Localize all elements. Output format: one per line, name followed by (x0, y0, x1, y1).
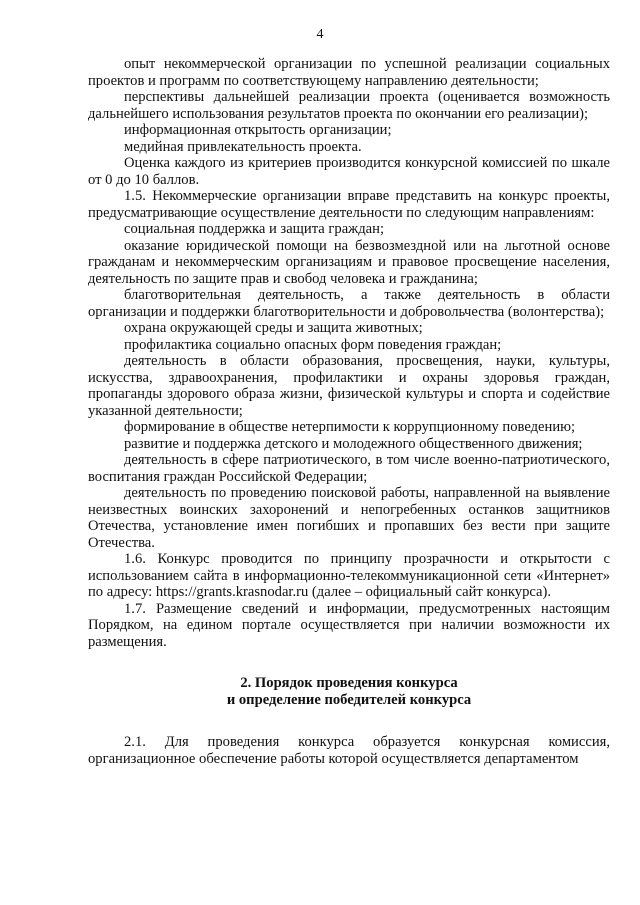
list-item-patriotic: деятельность в сфере патриотического, в том числе военно-патриотического, воспитания граждан Российской Федерации; (88, 452, 610, 485)
paragraph-openness: информационная открытость организации; (124, 122, 392, 138)
section-heading-line1: 2. Порядок проведения конкурса (240, 675, 458, 691)
document-body (88, 56, 610, 767)
section-heading (88, 675, 610, 709)
section-heading-line2: и определение победителей конкурса (226, 692, 472, 708)
list-item-anticorruption: формирование в обществе нетерпимости к коррупционному поведению; (124, 419, 576, 435)
list-item-environment: охрана окружающей среды и защита животных; (124, 320, 423, 336)
list-item-legal-aid: оказание юридической помощи на безвозмездной или на льготной основе гражданам и некоммерческим организациям и правовое просвещение населения, деятельность по защите прав и свобод человека и гражданина; (88, 237, 610, 287)
paragraph-scoring: Оценка каждого из критериев производится конкурсной комиссией по шкале от 0 до 10 баллов. (88, 155, 610, 188)
paragraph-prospects: перспективы дальнейшей реализации проекта (оценивается возможность дальнейшего использования результатов проекта по окончании его реализации); (88, 89, 610, 122)
list-item-search-work: деятельность по проведению поисковой работы, направленной на выявление неизвестных воинских захоронений и непогребенных останков защитников Отечества, установление имен погибших и пропавших без вести при защите Отечества. (88, 485, 610, 551)
list-item-youth: развитие и поддержка детского и молодежного общественного движения; (124, 435, 583, 452)
page-number: 4 (316, 27, 324, 42)
list-item-charity: благотворительная деятельность, а также деятельность в области организации и поддержки благотворительности и добровольчества (волонтерства); (88, 287, 610, 320)
paragraph-1-5: 1.5. Некоммерческие организации вправе представить на конкурс проекты, предусматривающие осуществление деятельности по следующим направлениям: (88, 188, 610, 221)
list-item-education: деятельность в области образования, просвещения, науки, культуры, искусства, здравоохранения, профилактики и охраны здоровья граждан, пропаганды здорового образа жизни, физической культуры и спорта и содействие указанной деятельности; (88, 353, 610, 419)
paragraph-1-7: 1.7. Размещение сведений и информации, предусмотренных настоящим Порядком, на едином портале осуществляется при наличии возможности их размещения. (88, 600, 610, 650)
list-item-social-support: социальная поддержка и защита граждан; (124, 221, 385, 237)
list-item-prevention: профилактика социально опасных форм поведения граждан; (124, 336, 502, 353)
paragraph-experience: опыт некоммерческой организации по успешной реализации социальных проектов и программ по соответствующему направлению деятельности; (88, 56, 610, 89)
paragraph-2-1: 2.1. Для проведения конкурса образуется конкурсная комиссия, организационное обеспечение работы которой осуществляется департаментом (88, 734, 610, 767)
paragraph-media: медийная привлекательность проекта. (124, 138, 362, 155)
paragraph-1-6: 1.6. Конкурс проводится по принципу прозрачности и открытости с использованием сайта в информационно-телекоммуникационной сети «Интернет» по адресу: https://grants.krasnodar.ru (далее – официальный сайт конкурса). (88, 551, 610, 600)
